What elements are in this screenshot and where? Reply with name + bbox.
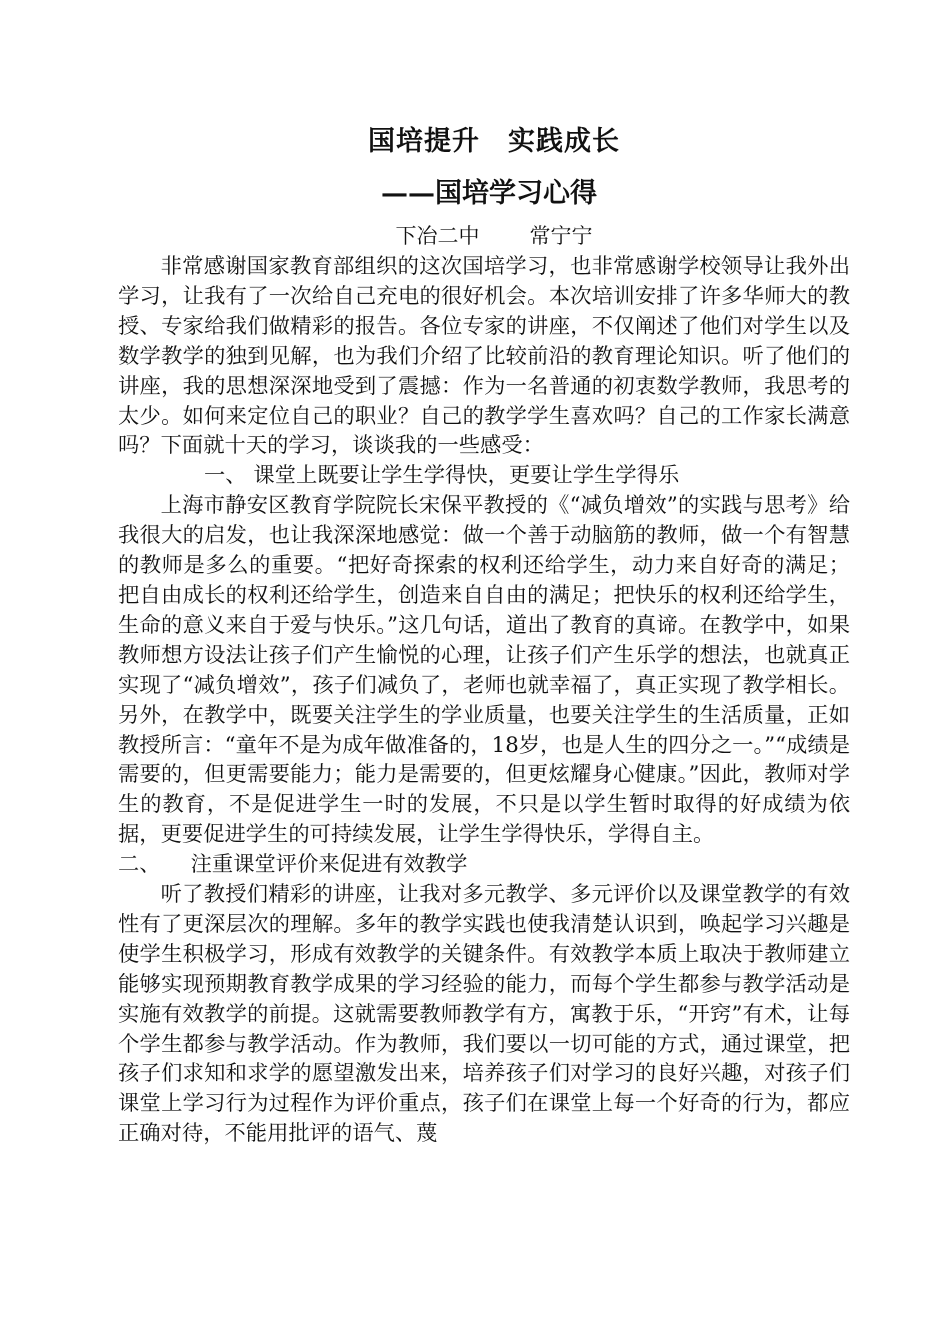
author-name: 常宁宁 xyxy=(529,224,593,248)
paragraph-section-1: 上海市静安区教育学院院长宋保平教授的《“减负增效”的实践与思考》给我很大的启发，也让我深深地感觉：做一个善于动脑筋的教师，做一个有智慧的教师是多么的重要。“把好奇探索的权利还给学生，动力来自好奇的满足；把自由成长的权利还给学生，创造来自自由的满足；把快乐的权利还给学生，生命的意义来自于爱与快乐。”这几句话，道出了教育的真谛。在教学中，如果教师想方设法让孩子们产生愉悦的心理，让孩子们产生乐学的想法，也就真正实现了“减负增效”，孩子们减负了，老师也就幸福了，真正实现了教学相长。另外，在教学中，既要关注学生的学业质量，也要关注学生的生活质量，正如教授所言：“童年不是为成年做准备的，18岁，也是人生的四分之一。”“成绩是需要的，但更需要能力；能力是需要的，但更炫耀身心健康。”因此，教师对学生的教育，不是促进学生一时的发展，不只是以学生暂时取得的好成绩为依据，更要促进学生的可持续发展，让学生学得快乐，学得自主。 xyxy=(118,493,850,848)
section-heading-2 xyxy=(118,850,850,880)
paragraph-section-2: 听了教授们精彩的讲座，让我对多元教学、多元评价以及课堂教学的有效性有了更深层次的理解。多年的教学实践也使我清楚认识到，唤起学习兴趣是使学生积极学习，形成有效教学的关键条件。有效教学本质上取决于教师建立能够实现预期教育教学成果的学习经验的能力，而每个学生都参与教学活动是实施有效教学的前提。这就需要教师教学有方，寓教于乐，“开窍”有术，让每个学生都参与教学活动。作为教师，我们要以一切可能的方式，通过课堂，把孩子们求知和求学的愿望激发出来，培养孩子们对学习的良好兴趣，对孩子们课堂上学习行为过程作为评价重点，孩子们在课堂上每一个好奇的行为，都应正确对待，不能用批评的语气、蔑 xyxy=(118,882,850,1147)
section-heading-2-number: 二、 xyxy=(118,852,161,878)
section-heading-2-text: 注重课堂评价来促进有效教学 xyxy=(190,852,468,878)
section-heading-1: 一、 课堂上既要让学生学得快，更要让学生学得乐 xyxy=(204,463,680,489)
paragraph-intro: 非常感谢国家教育部组织的这次国培学习，也非常感谢学校领导让我外出学习，让我有了一次给自己充电的很好机会。本次培训安排了许多华师大的教授、专家给我们做精彩的报告。各位专家的讲座，不仅阐述了他们对学生以及数学教学的独到见解，也为我们介绍了比较前沿的教育理论知识。听了他们的讲座，我的思想深深地受到了震撼：作为一名普通的初衷数学教师，我思考的太少。如何来定位自己的职业？自己的教学学生喜欢吗？自己的工作家长满意吗？下面就十天的学习，谈谈我的一些感受： xyxy=(118,254,850,459)
document-subtitle: ——国培学习心得 xyxy=(381,178,597,209)
document-title: 国培提升 实践成长 xyxy=(368,126,620,157)
author-school: 下冶二中 xyxy=(395,224,480,248)
author-line xyxy=(118,220,850,252)
